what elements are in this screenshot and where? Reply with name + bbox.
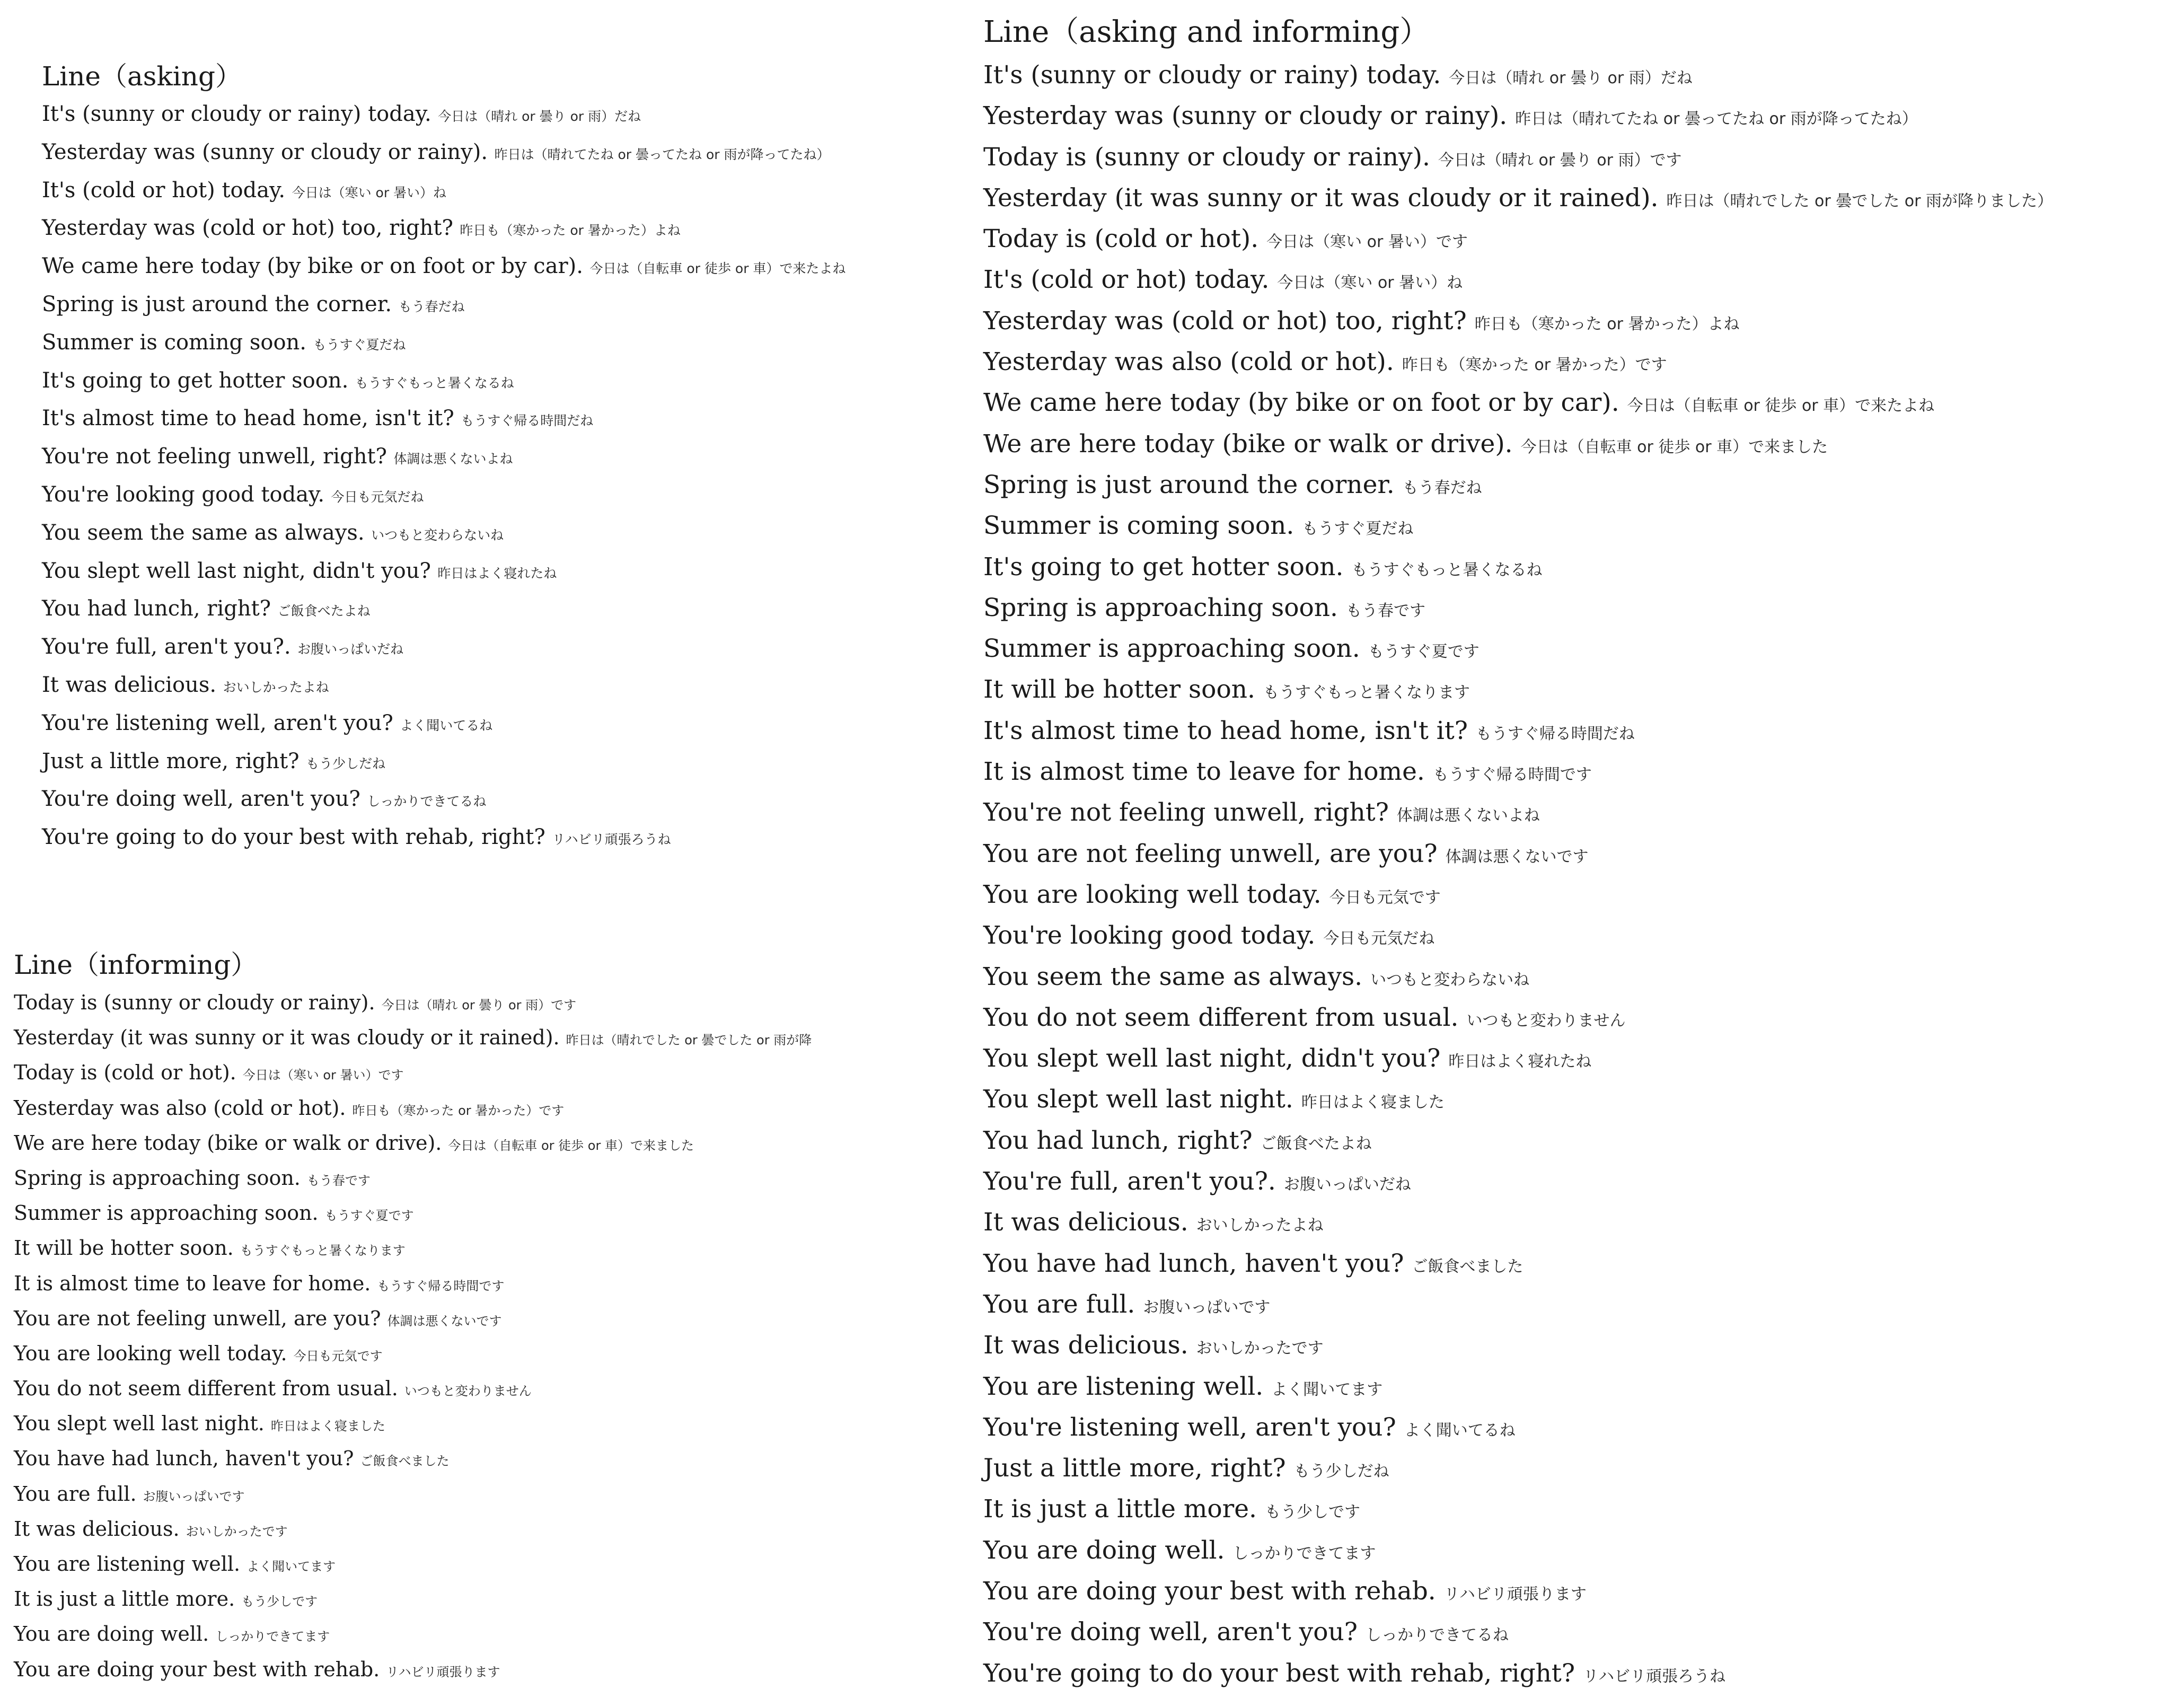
english-phrase: Today is (cold or hot). [14, 1061, 236, 1085]
japanese-phrase: もう少しです [241, 1594, 318, 1609]
english-phrase: It will be hotter soon. [14, 1236, 234, 1260]
english-phrase: It was delicious. [983, 1331, 1188, 1360]
section-title-informing: Line（informing） [14, 949, 258, 980]
phrase-line [983, 1202, 2053, 1243]
english-phrase: We came here today (by bike or on foot or by car). [42, 254, 583, 279]
japanese-phrase: よく聞いてるね [1404, 1421, 1516, 1440]
phrase-line [983, 1079, 2053, 1120]
phrase-line [42, 248, 846, 286]
english-phrase: You slept well last night. [14, 1412, 265, 1436]
japanese-phrase: 昨日はよく寝ました [270, 1419, 385, 1434]
japanese-phrase: もうすぐ帰る時間だね [1475, 724, 1635, 743]
japanese-phrase: もう少しだね [306, 755, 386, 771]
english-phrase: You're looking good today. [42, 482, 325, 507]
phrase-line [983, 1325, 2053, 1366]
english-phrase: It's (sunny or cloudy or rainy) today. [983, 60, 1441, 90]
phrase-line [983, 301, 2053, 341]
english-phrase: You are full. [14, 1482, 137, 1506]
japanese-phrase: よく聞いてます [246, 1559, 336, 1574]
japanese-phrase: 今日は（寒い or 暑い）です [1266, 233, 1468, 252]
japanese-phrase: 今日は（寒い or 暑い）です [242, 1068, 404, 1083]
section-informing [14, 947, 812, 1687]
phrase-line [14, 1055, 812, 1090]
english-phrase: You slept well last night. [983, 1085, 1293, 1114]
japanese-phrase: もう春だね [1402, 478, 1482, 497]
phrase-line [14, 1511, 812, 1546]
japanese-phrase: 昨日も（寒かった or 暑かった）です [1402, 356, 1667, 375]
japanese-phrase: もう春です [1346, 601, 1425, 620]
phrase-line [983, 751, 2053, 792]
english-phrase: It was delicious. [42, 672, 217, 697]
japanese-phrase: おいしかったよね [223, 679, 329, 695]
phrase-line [14, 1090, 812, 1125]
english-phrase: Yesterday was also (cold or hot). [14, 1096, 346, 1120]
english-phrase: You have had lunch, haven't you? [14, 1447, 354, 1471]
english-phrase: It's almost time to head home, isn't it? [983, 716, 1468, 745]
phrase-line [14, 1301, 812, 1336]
english-phrase: You're going to do your best with rehab, right? [42, 825, 545, 850]
japanese-phrase: 昨日はよく寝れたね [437, 565, 557, 581]
phrase-line [983, 55, 2053, 95]
phrase-line [983, 956, 2053, 997]
phrase-line [983, 915, 2053, 956]
phrase-line [14, 1195, 812, 1230]
phrase-line [14, 1546, 812, 1581]
english-phrase: It will be hotter soon. [983, 675, 1255, 705]
phrase-line [14, 1581, 812, 1616]
japanese-phrase: 昨日は（晴れてたね or 曇ってたね or 雨が降ってたね） [494, 146, 830, 162]
japanese-phrase: おいしかったです [1196, 1339, 1324, 1358]
english-phrase: You have had lunch, haven't you? [983, 1248, 1404, 1278]
japanese-phrase: ご飯食べました [1412, 1257, 1523, 1276]
english-phrase: Spring is approaching soon. [983, 593, 1338, 622]
japanese-phrase: リハビリ頑張ります [386, 1664, 500, 1679]
japanese-phrase: 昨日は（晴れでした or 曇でした or 雨が降りました） [1666, 191, 2054, 210]
english-phrase: You're looking good today. [983, 921, 1316, 951]
phrase-line [14, 1441, 812, 1476]
japanese-phrase: もうすぐ夏です [324, 1208, 414, 1224]
english-phrase: Yesterday was also (cold or hot). [983, 347, 1394, 377]
japanese-phrase: 昨日はよく寝ました [1301, 1093, 1445, 1112]
phrase-line [983, 259, 2053, 300]
english-phrase: Just a little more, right? [42, 749, 300, 773]
phrase-line [983, 95, 2053, 136]
phrase-line [14, 1125, 812, 1160]
phrase-line [42, 514, 846, 552]
english-phrase: You're full, aren't you?. [42, 635, 291, 659]
phrase-line [983, 628, 2053, 669]
japanese-phrase: いつもと変わらないね [1370, 970, 1530, 989]
japanese-phrase: 今日は（晴れ or 曇り or 雨）です [1438, 151, 1682, 170]
phrase-line [42, 134, 846, 172]
phrase-line [42, 209, 846, 248]
english-phrase: You slept well last night, didn't you? [983, 1044, 1441, 1074]
english-phrase: You had lunch, right? [983, 1125, 1253, 1155]
japanese-phrase: お腹いっぱいだね [297, 641, 404, 657]
japanese-phrase: もうすぐ夏だね [1302, 520, 1414, 539]
phrase-line [42, 819, 846, 857]
english-phrase: You are doing well. [14, 1622, 209, 1646]
phrase-line [983, 1530, 2053, 1571]
english-phrase: You're going to do your best with rehab, right? [983, 1658, 1575, 1688]
japanese-phrase: よく聞いてるね [400, 717, 493, 733]
japanese-phrase: もうすぐもっと暑くなります [240, 1243, 406, 1259]
english-phrase: Yesterday was (sunny or cloudy or rainy). [983, 101, 1508, 131]
phrase-line [983, 218, 2053, 259]
english-phrase: Spring is just around the corner. [42, 292, 392, 316]
english-phrase: You had lunch, right? [42, 596, 271, 621]
japanese-phrase: もう少しだね [1293, 1462, 1389, 1481]
japanese-phrase: もう少しです [1264, 1503, 1360, 1522]
phrase-line [42, 324, 846, 362]
section-title-asking: Line（asking） [42, 61, 242, 92]
phrase-line [983, 505, 2053, 546]
phrase-line [14, 985, 812, 1020]
phrase-line [983, 997, 2053, 1038]
japanese-phrase: 今日は（晴れ or 曇り or 雨）です [381, 998, 577, 1013]
english-phrase: You do not seem different from usual. [14, 1377, 398, 1401]
japanese-phrase: ご飯食べたよね [277, 603, 371, 619]
phrase-line [983, 178, 2053, 218]
phrase-line [983, 547, 2053, 587]
phrase-line [983, 1571, 2053, 1612]
phrase-line [983, 587, 2053, 628]
japanese-phrase: 昨日は（晴れでした or 曇でした or 雨が降 [566, 1033, 812, 1048]
english-phrase: Yesterday (it was sunny or it was cloudy or it rained). [14, 1026, 560, 1050]
japanese-phrase: もうすぐ帰る時間です [377, 1278, 505, 1294]
phrase-line [42, 476, 846, 514]
phrase-line [42, 590, 846, 628]
japanese-phrase: リハビリ頑張ろうね [1583, 1667, 1726, 1686]
japanese-phrase: 体調は悪くないよね [393, 451, 513, 467]
phrase-line [983, 1243, 2053, 1284]
japanese-phrase: 今日も元気だね [331, 489, 424, 505]
japanese-phrase: 今日も元気です [1329, 888, 1441, 907]
japanese-phrase: 体調は悪くないです [387, 1313, 502, 1329]
phrase-line [983, 1612, 2053, 1652]
japanese-phrase: もうすぐ帰る時間です [1432, 766, 1592, 785]
japanese-phrase: もう春です [306, 1173, 371, 1188]
phrase-line [42, 705, 846, 743]
english-phrase: Summer is coming soon. [983, 511, 1294, 541]
english-phrase: You're not feeling unwell, right? [983, 798, 1389, 828]
japanese-phrase: おいしかったです [186, 1524, 288, 1539]
phrase-line [983, 1489, 2053, 1529]
japanese-phrase: 今日は（自転車 or 徒歩 or 車）で来たよね [589, 261, 846, 277]
phrase-line [983, 341, 2053, 382]
japanese-phrase: よく聞いてます [1271, 1380, 1383, 1399]
japanese-phrase: しっかりできてるね [367, 794, 487, 810]
english-phrase: Summer is coming soon. [42, 330, 307, 355]
japanese-phrase: リハビリ頑張ります [1443, 1585, 1587, 1604]
english-phrase: Yesterday was (sunny or cloudy or rainy). [42, 139, 488, 164]
japanese-phrase: もうすぐ帰る時間だね [461, 413, 594, 429]
english-phrase: Spring is approaching soon. [14, 1166, 301, 1190]
english-phrase: It's going to get hotter soon. [42, 368, 349, 393]
section-asking [42, 57, 846, 857]
phrase-line [42, 362, 846, 400]
japanese-phrase: もうすぐもっと暑くなります [1263, 683, 1470, 702]
english-phrase: It's going to get hotter soon. [983, 552, 1344, 582]
japanese-phrase: 今日は（自転車 or 徒歩 or 車）で来ました [448, 1138, 694, 1153]
english-phrase: It's (cold or hot) today. [42, 178, 286, 203]
english-phrase: It is just a little more. [983, 1494, 1257, 1524]
japanese-phrase: リハビリ頑張ろうね [552, 832, 671, 848]
phrase-line [983, 792, 2053, 833]
japanese-phrase: お腹いっぱいです [1143, 1298, 1271, 1317]
phrase-line [983, 1284, 2053, 1325]
english-phrase: It is almost time to leave for home. [14, 1271, 371, 1295]
phrase-line [42, 172, 846, 210]
phrase-line [42, 438, 846, 476]
english-phrase: We came here today (by bike or on foot or by car). [983, 388, 1619, 418]
english-phrase: You seem the same as always. [983, 962, 1363, 991]
japanese-phrase: 今日は（寒い or 暑い）ね [1277, 274, 1463, 293]
phrase-line [983, 669, 2053, 710]
phrase-line [42, 628, 846, 666]
english-phrase: Yesterday (it was sunny or it was cloudy or it rained). [983, 183, 1659, 213]
phrase-line [983, 710, 2053, 751]
japanese-phrase: もうすぐもっと暑くなるね [355, 375, 514, 391]
japanese-phrase: 昨日も（寒かった or 暑かった）よね [1474, 314, 1740, 333]
english-phrase: It was delicious. [983, 1208, 1188, 1237]
english-phrase: You are not feeling unwell, are you? [14, 1306, 381, 1330]
phrase-line [983, 874, 2053, 915]
english-phrase: You slept well last night, didn't you? [42, 558, 431, 583]
phrase-line [42, 780, 846, 819]
japanese-phrase: 今日は（自転車 or 徒歩 or 車）で来ました [1520, 437, 1828, 456]
english-phrase: You're listening well, aren't you? [983, 1412, 1396, 1442]
english-phrase: We are here today (bike or walk or drive). [14, 1131, 442, 1155]
japanese-phrase: 今日は（寒い or 暑い）ね [292, 184, 447, 200]
japanese-phrase: おいしかったよね [1196, 1216, 1324, 1235]
english-phrase: Today is (cold or hot). [983, 224, 1259, 254]
japanese-phrase: 昨日も（寒かった or 暑かった）よね [460, 223, 681, 239]
english-phrase: You're doing well, aren't you? [42, 787, 360, 812]
english-phrase: It is just a little more. [14, 1587, 235, 1611]
english-phrase: You're full, aren't you?. [983, 1167, 1276, 1196]
english-phrase: You're doing well, aren't you? [983, 1617, 1358, 1647]
japanese-phrase: 今日も元気だね [1323, 929, 1435, 948]
english-phrase: It is almost time to leave for home. [983, 757, 1425, 787]
japanese-phrase: 今日は（晴れ or 曇り or 雨）だね [438, 109, 641, 124]
english-phrase: You are listening well. [14, 1552, 241, 1576]
phrase-line [14, 1652, 812, 1687]
japanese-phrase: 昨日はよく寝れたね [1448, 1052, 1592, 1071]
english-phrase: You are listening well. [983, 1371, 1264, 1401]
phrase-line [14, 1020, 812, 1055]
phrase-line [14, 1336, 812, 1371]
japanese-phrase: 今日は（自転車 or 徒歩 or 車）で来たよね [1627, 397, 1935, 416]
phrase-line [14, 1371, 812, 1406]
phrase-line [983, 382, 2053, 423]
japanese-phrase: もう春だね [398, 298, 465, 314]
english-phrase: Today is (sunny or cloudy or rainy). [14, 991, 375, 1014]
english-phrase: You do not seem different from usual. [983, 1002, 1459, 1032]
english-phrase: You are doing well. [983, 1535, 1225, 1565]
phrase-line [42, 666, 846, 705]
english-phrase: You are doing your best with rehab. [983, 1576, 1436, 1606]
japanese-phrase: 今日も元気です [293, 1348, 383, 1363]
english-phrase: You seem the same as always. [42, 520, 365, 545]
phrase-line [42, 95, 846, 134]
line-list-informing [14, 985, 812, 1687]
section-asking-and-informing [983, 12, 2053, 1694]
phrase-line [14, 1266, 812, 1301]
japanese-phrase: いつもと変わりません [404, 1384, 532, 1399]
english-phrase: You're listening well, aren't you? [42, 710, 393, 735]
japanese-phrase: いつもと変わらないね [371, 527, 504, 543]
section-title-asking-and-informing: Line（asking and informing） [983, 15, 1430, 49]
english-phrase: It's (cold or hot) today. [983, 265, 1270, 295]
english-phrase: Just a little more, right? [983, 1454, 1286, 1483]
english-phrase: Spring is just around the corner. [983, 470, 1395, 499]
phrase-line [42, 552, 846, 591]
line-list-asking [42, 95, 846, 857]
phrase-line [983, 464, 2053, 505]
phrase-line [983, 1366, 2053, 1407]
japanese-phrase: お腹いっぱいです [143, 1489, 245, 1504]
japanese-phrase: しっかりできてます [1232, 1544, 1376, 1563]
japanese-phrase: ご飯食べました [360, 1454, 450, 1469]
english-phrase: Summer is approaching soon. [14, 1201, 319, 1225]
japanese-phrase: もうすぐもっと暑くなるね [1351, 560, 1543, 579]
line-list-asking-and-informing [983, 55, 2053, 1694]
japanese-phrase: もうすぐ夏だね [313, 337, 406, 353]
japanese-phrase: 昨日も（寒かった or 暑かった）です [352, 1103, 565, 1118]
japanese-phrase: もうすぐ夏です [1368, 643, 1480, 662]
english-phrase: You are looking well today. [983, 879, 1322, 909]
phrase-line [14, 1616, 812, 1651]
phrase-line [983, 1407, 2053, 1448]
english-phrase: You are looking well today. [14, 1341, 287, 1365]
japanese-phrase: 体調は悪くないです [1445, 847, 1589, 866]
japanese-phrase: お腹いっぱいだね [1283, 1175, 1411, 1194]
phrase-line [983, 1161, 2053, 1202]
phrase-line [983, 1120, 2053, 1161]
english-phrase: It's (sunny or cloudy or rainy) today. [42, 102, 431, 126]
phrase-line [42, 743, 846, 781]
japanese-phrase: 今日は（晴れ or 曇り or 雨）だね [1449, 69, 1693, 87]
phrase-line [983, 1653, 2053, 1694]
japanese-phrase: いつもと変わりません [1466, 1011, 1626, 1030]
english-phrase: It's almost time to head home, isn't it? [42, 406, 454, 431]
english-phrase: You're not feeling unwell, right? [42, 444, 387, 469]
english-phrase: Summer is approaching soon. [983, 634, 1360, 664]
english-phrase: You are doing your best with rehab. [14, 1657, 380, 1681]
english-phrase: You are full. [983, 1289, 1135, 1319]
english-phrase: Yesterday was (cold or hot) too, right? [42, 216, 453, 241]
phrase-line [983, 424, 2053, 464]
phrase-line [14, 1160, 812, 1195]
japanese-phrase: 体調は悪くないよね [1396, 806, 1540, 825]
phrase-line [983, 137, 2053, 178]
japanese-phrase: 昨日は（晴れてたね or 曇ってたね or 雨が降ってたね） [1515, 110, 1918, 129]
phrase-line [983, 1448, 2053, 1489]
english-phrase: Today is (sunny or cloudy or rainy). [983, 142, 1430, 172]
phrase-line [14, 1230, 812, 1265]
japanese-phrase: ご飯食べたよね [1260, 1134, 1372, 1153]
english-phrase: Yesterday was (cold or hot) too, right? [983, 306, 1467, 336]
phrase-line [42, 400, 846, 438]
japanese-phrase: しっかりできてるね [1366, 1626, 1509, 1645]
english-phrase: You are not feeling unwell, are you? [983, 839, 1438, 868]
english-phrase: We are here today (bike or walk or drive). [983, 429, 1513, 459]
japanese-phrase: しっかりできてます [215, 1629, 330, 1644]
phrase-line [983, 1038, 2053, 1079]
phrase-line [14, 1406, 812, 1441]
phrase-line [42, 286, 846, 324]
phrase-line [14, 1476, 812, 1511]
phrase-line [983, 833, 2053, 874]
english-phrase: It was delicious. [14, 1517, 180, 1541]
